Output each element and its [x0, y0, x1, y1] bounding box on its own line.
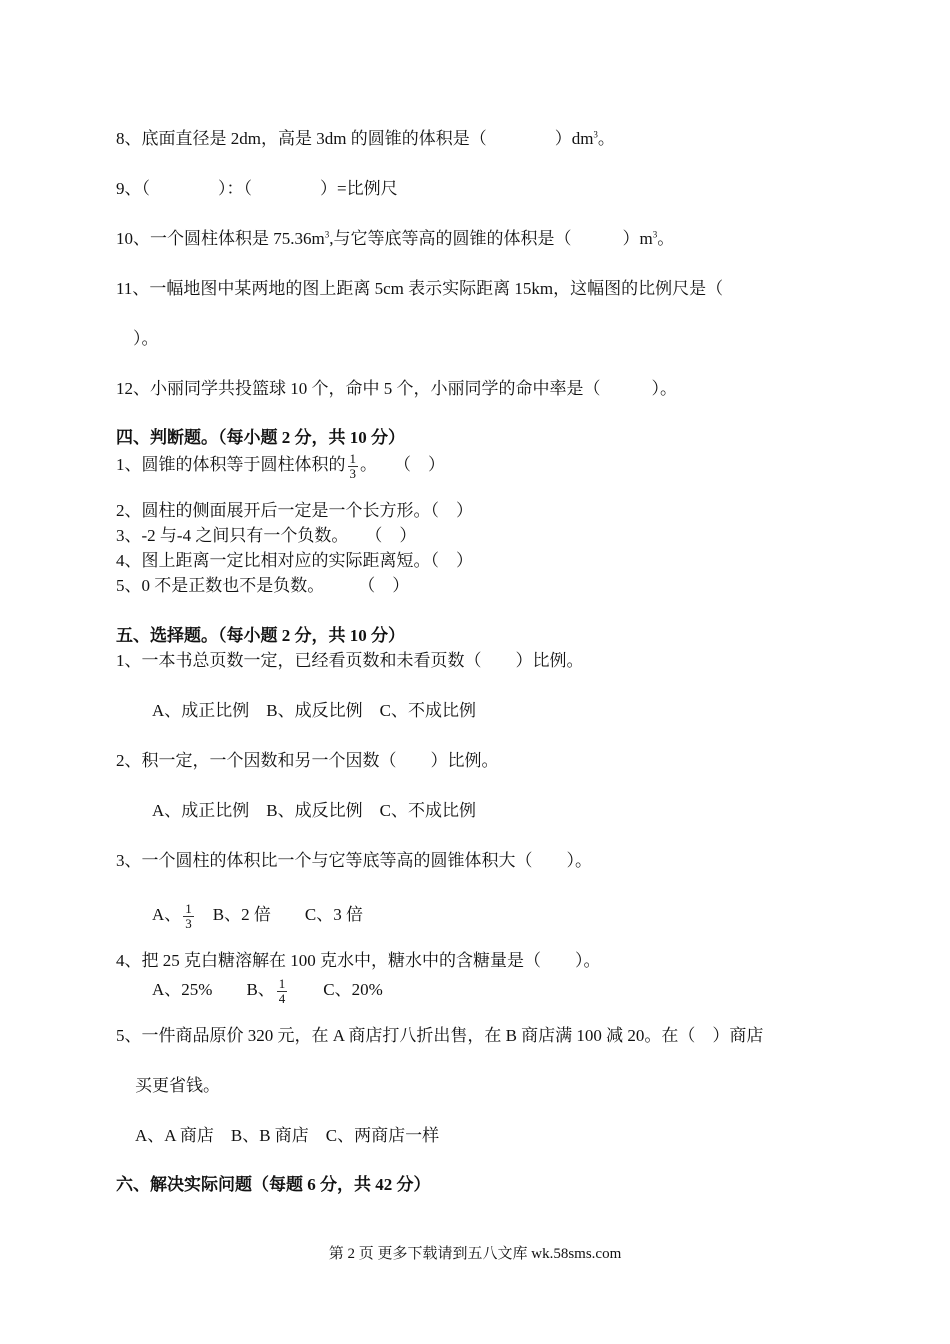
choice-question-4-options: A、25% B、 $\frac{1}{4}$ C、20%	[152, 976, 383, 1006]
choice-question-5-options: A、A 商店 B、B 商店 C、两商店一样	[135, 1126, 440, 1145]
choice-question-3-options: A、 $\frac{1}{3}$ B、2 倍 C、3 倍	[152, 901, 363, 931]
fraction-one-third: $\frac{1}{3}$	[185, 901, 192, 931]
choice-question-5-line2: 买更省钱。	[135, 1076, 220, 1095]
page-footer: 第 2 页 更多下载请到五八文库 wk.58sms.com	[328, 1246, 622, 1262]
question-11-line2: ）。	[133, 329, 159, 348]
question-12: 12、小丽同学共投篮球 10 个，命中 5 个，小丽同学的命中率是（ ）。	[116, 379, 677, 398]
question-11-line1: 11、一幅地图中某两地的图上距离 5cm 表示实际距离 15km，这幅图的比例尺是（	[116, 279, 724, 298]
choice-question-1-options: A、成正比例 B、成反比例 C、不成比例	[152, 701, 476, 720]
section-solve-title: 六、解决实际问题（每题 6 分，共 42 分）	[116, 1175, 431, 1194]
section-choice-title: 五、选择题。（每小题 2 分，共 10 分）	[116, 626, 405, 645]
choice-question-5-line1: 5、一件商品原价 320 元，在 A 商店打八折出售，在 B 商店满 100 减 20。在（ ）商店	[116, 1026, 764, 1045]
judge-question-5: 5、0 不是正数也不是负数。 （ ）	[116, 576, 410, 595]
fraction-one-third: $\frac{1}{3}$	[349, 451, 356, 481]
question-9: 9、（ ）：（ ）=比例尺	[116, 179, 398, 198]
judge-question-3: 3、-2 与-4 之间只有一个负数。 （ ）	[116, 526, 417, 545]
question-8: 8、底面直径是 2dm，高是 3dm 的圆锥的体积是（ ）$dm^3$。	[116, 129, 615, 148]
choice-question-4: 4、把 25 克白糖溶解在 100 克水中，糖水中的含糖量是（ ）。	[116, 951, 601, 970]
section-judge-title: 四、判断题。（每小题 2 分，共 10 分）	[116, 428, 405, 447]
choice-question-1: 1、一本书总页数一定，已经看页数和未看页数（ ）比例。	[116, 651, 584, 670]
choice-question-2: 2、积一定，一个因数和另一个因数（ ）比例。	[116, 751, 499, 770]
judge-question-2: 2、圆柱的侧面展开后一定是一个长方形。（ ）	[116, 501, 473, 520]
choice-question-2-options: A、成正比例 B、成反比例 C、不成比例	[152, 801, 476, 820]
judge-question-1: 1、圆锥的体积等于圆柱体积的 $\frac{1}{3}$ 。 （ ）	[116, 451, 445, 481]
fraction-one-fourth: $\frac{1}{4}$	[278, 976, 286, 1006]
choice-question-3: 3、一个圆柱的体积比一个与它等底等高的圆锥体积大（ ）。	[116, 851, 592, 870]
judge-question-4: 4、图上距离一定比相对应的实际距离短。（ ）	[116, 551, 473, 570]
question-10: 10、一个圆柱体积是 $75.36m^3$,与它等底等高的圆锥的体积是（ ）$m^3$。	[116, 229, 675, 248]
